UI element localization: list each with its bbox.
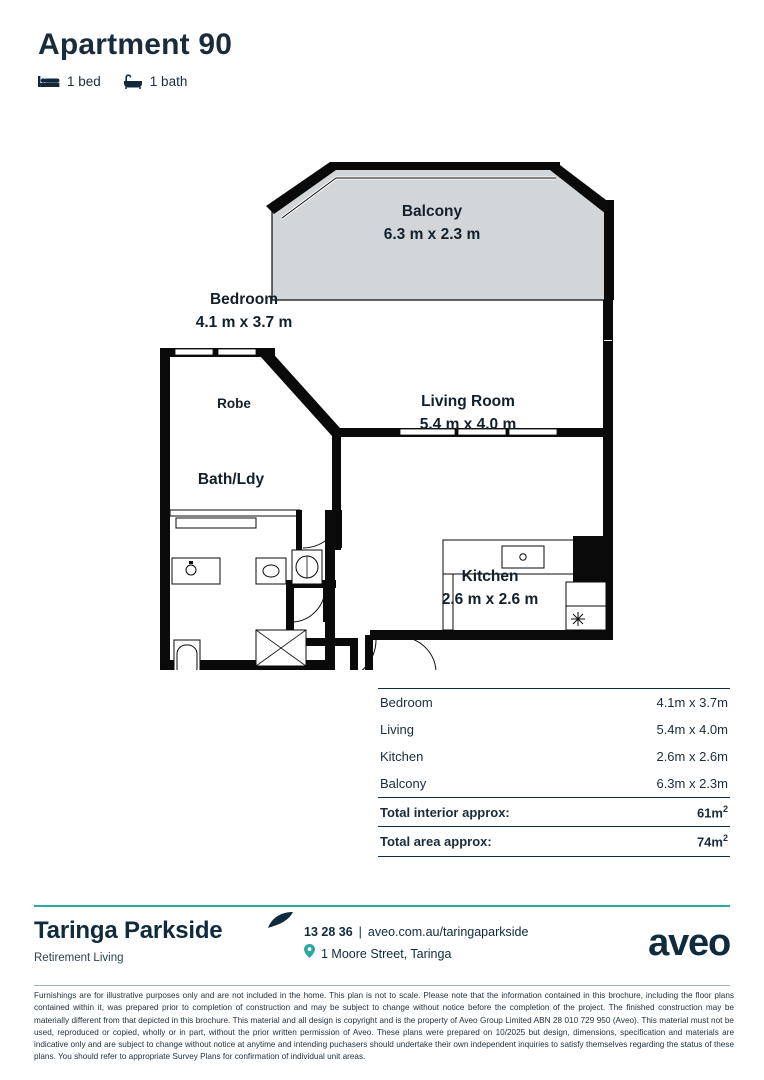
table-row	[378, 770, 730, 797]
row-label: Living	[380, 722, 414, 737]
spec-bath-label: 1 bath	[149, 74, 188, 89]
bath-icon	[123, 74, 143, 89]
brand-name: Taringa Parkside	[34, 917, 223, 944]
contact-block	[304, 918, 528, 966]
label-kitchen-name: Kitchen	[461, 568, 519, 585]
row-label: Total area approx:	[380, 833, 492, 849]
row-value	[697, 833, 728, 849]
total-area-unit: 2	[722, 833, 728, 844]
total-area-value: 74m	[696, 834, 723, 850]
row-value: 5.4m x 4.0m	[656, 722, 728, 737]
label-bedroom-dims: 4.1 m x 3.7 m	[195, 314, 293, 331]
floor-plan	[0, 140, 764, 670]
row-value: 6.3m x 2.3m	[656, 776, 728, 791]
spec-bed-label: 1 bed	[67, 74, 101, 89]
label-robe: Robe	[217, 396, 251, 411]
label-balcony-dims: 6.3 m x 2.3 m	[383, 226, 481, 243]
location-pin-icon	[304, 944, 315, 966]
table-row-total-area	[378, 826, 730, 856]
row-value: 4.1m x 3.7m	[656, 695, 728, 710]
leaf-icon	[268, 912, 294, 935]
footer-divider-grey	[34, 985, 730, 986]
row-label: Bedroom	[380, 695, 433, 710]
label-balcony-name: Balcony	[401, 203, 463, 220]
table-row-total-interior	[378, 797, 730, 826]
contact-address-row	[304, 944, 528, 966]
total-interior-value: 61m	[696, 805, 723, 821]
disclaimer-text: Furnishings are for illustrative purposes only and are not included in the home. This plan is not to scale. Please note that the information contained in this brochure, including the floor plans contained within it, was prepared prior to completion of construction and may be subject to change without notice before the completion of the project. The finished construction may be materially different from that depicted in this brochure. This material and all design is copyright and is the property of Aveo Group Limited ABN 28 010 729 950 (Aveo). This material must not be used, reproduced or copied, wholly or in part, without the prior written permission of Aveo. These plans were prepared on 10/2025 but design, dimensions, specification and materials are indicative only and are subject to change without notice at anytime and intending puchasers should undertake their own independent inquiries to satisfy themselves regarding the status of these plans. You should refer to appropriate Survey Plans for confirmation of individual unit areas.	[34, 991, 734, 1062]
row-value: 2.6m x 2.6m	[656, 749, 728, 764]
row-label: Total interior approx:	[380, 804, 510, 820]
row-label: Kitchen	[380, 749, 424, 764]
aveo-logo: aveo	[648, 922, 730, 964]
row-value	[697, 804, 728, 820]
page-title: Apartment 90	[38, 28, 233, 61]
spec-bed	[38, 74, 101, 89]
label-living-dims: 5.4 m x 4.0 m	[419, 416, 517, 433]
table-row	[378, 716, 730, 743]
total-interior-unit: 2	[722, 804, 728, 814]
label-bedroom-name: Bedroom	[209, 291, 279, 308]
row-label: Balcony	[380, 776, 427, 791]
brand-subtitle: Retirement Living	[34, 952, 124, 965]
brand-block	[34, 918, 304, 964]
address-text: 1 Moore Street, Taringa	[321, 946, 452, 961]
table-row	[378, 688, 730, 716]
website-link[interactable]: aveo.com.au/taringaparkside	[367, 925, 529, 939]
room-schedule-table	[378, 688, 730, 857]
label-kitchen-dims: 2.6 m x 2.6 m	[441, 591, 539, 608]
page-footer	[34, 918, 734, 966]
spec-bath	[123, 74, 188, 89]
bed-icon	[38, 74, 60, 89]
table-row	[378, 743, 730, 770]
separator: |	[358, 925, 362, 939]
label-bath: Bath/Ldy	[197, 471, 265, 488]
page-header	[38, 28, 232, 89]
contact-primary-row	[304, 922, 528, 944]
label-living-name: Living Room	[421, 393, 515, 410]
spec-list	[38, 74, 232, 89]
phone-number[interactable]: 13 28 36	[304, 925, 353, 939]
footer-divider-teal	[34, 905, 730, 907]
